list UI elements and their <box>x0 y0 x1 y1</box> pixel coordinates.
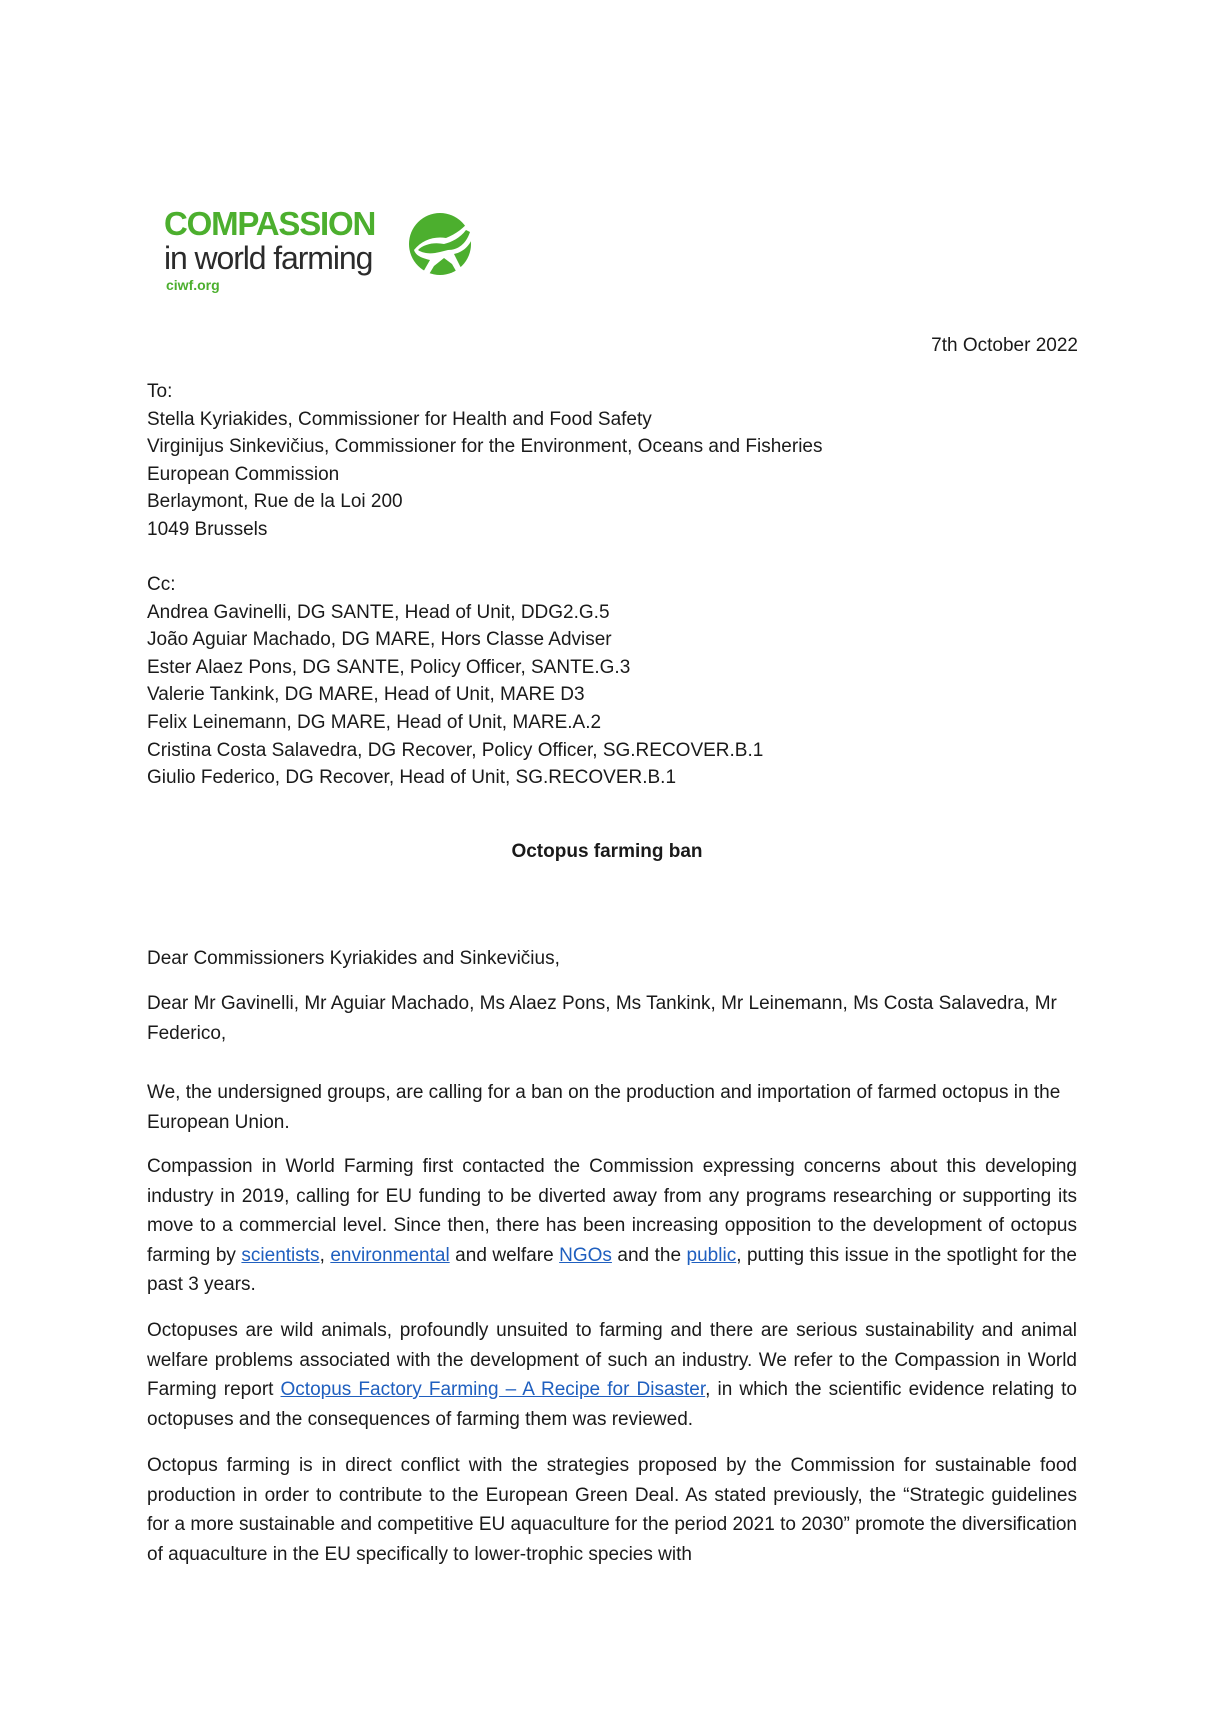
link-environmental[interactable]: environmental <box>330 1244 450 1266</box>
logo-line-compassion: COMPASSION <box>164 205 376 242</box>
logo-line-in-world-farming: in world farming <box>164 240 373 276</box>
cc-line: João Aguiar Machado, DG MARE, Hors Classe Adviser <box>147 629 612 651</box>
letter-subject: Octopus farming ban <box>511 841 703 862</box>
cc-label: Cc: <box>147 574 176 595</box>
link-ngos[interactable]: NGOs <box>559 1244 612 1266</box>
paragraph-text: , <box>319 1244 331 1266</box>
salutation-commissioners: Dear Commissioners Kyriakides and Sinkevičius, <box>147 948 560 969</box>
link-public[interactable]: public <box>686 1244 737 1266</box>
ciwf-logo <box>164 200 494 300</box>
cc-block <box>147 571 763 792</box>
to-line: European Commission <box>147 463 340 485</box>
cc-line: Felix Leinemann, DG MARE, Head of Unit, MARE.A.2 <box>147 711 602 733</box>
link-scientists[interactable]: scientists <box>241 1244 320 1266</box>
paragraph-welfare <box>147 1316 1077 1434</box>
link-report[interactable]: Octopus Factory Farming – A Recipe for Disaster <box>280 1379 706 1400</box>
to-label: To: <box>147 381 173 402</box>
paragraph-text: and welfare <box>449 1244 560 1266</box>
cc-line: Giulio Federico, DG Recover, Head of Unit, SG.RECOVER.B.1 <box>147 767 677 789</box>
logo-url: ciwf.org <box>166 277 220 293</box>
cow-leaping-icon <box>404 204 486 286</box>
to-line: 1049 Brussels <box>147 518 268 540</box>
paragraph-green-deal: Octopus farming is in direct conflict with the strategies proposed by the Commission for sustainable food production in order to contribute to the European Green Deal. As stated previously, the “Strategic guidelines for a more sustainable and competitive EU aquaculture for the period 2021 to 2030” promote the diversification of aquaculture in the EU specifically to lower-trophic species with <box>147 1455 1077 1565</box>
paragraph-background <box>147 1152 1077 1300</box>
cc-line: Cristina Costa Salavedra, DG Recover, Policy Officer, SG.RECOVER.B.1 <box>147 739 764 761</box>
to-line: Virginijus Sinkevičius, Commissioner for the Environment, Oceans and Fisheries <box>147 436 823 458</box>
recipient-block <box>147 378 822 544</box>
letter-date: 7th October 2022 <box>931 335 1078 356</box>
cc-line: Ester Alaez Pons, DG SANTE, Policy Officer, SANTE.G.3 <box>147 656 631 678</box>
paragraph-text: Compassion in World Farming first contacted the Commission expressing concerns about this developing industry in 2019, calling for EU funding to be diverted away from any programs researching or supporting its move to a commercial level. Since then, there has been increasing opposition to the development of octopus farming by <box>147 1156 1077 1266</box>
to-line: Stella Kyriakides, Commissioner for Health and Food Safety <box>147 408 652 430</box>
paragraph-call-for-ban: We, the undersigned groups, are calling for a ban on the production and importation of farmed octopus in the European Union. <box>147 1082 1061 1133</box>
cc-line: Valerie Tankink, DG MARE, Head of Unit, MARE D3 <box>147 684 585 706</box>
to-line: Berlaymont, Rue de la Loi 200 <box>147 491 403 513</box>
paragraph-text: , putting this issue in the spotlight for the past 3 years. <box>147 1244 1077 1295</box>
paragraph-text: , in which the scientific evidence relating to octopuses and the consequences of farming them was reviewed. <box>147 1379 1077 1430</box>
paragraph-text: Octopuses are wild animals, profoundly unsuited to farming and there are serious sustainability and animal welfare problems associated with the development of such an industry. We refer to the Compassion in World Farming report <box>147 1320 1077 1400</box>
salutation-officials: Dear Mr Gavinelli, Mr Aguiar Machado, Ms Alaez Pons, Ms Tankink, Mr Leinemann, Ms Costa Salavedra, Mr Federico, <box>147 993 1057 1044</box>
paragraph-text: and the <box>611 1244 687 1266</box>
cc-line: Andrea Gavinelli, DG SANTE, Head of Unit, DDG2.G.5 <box>147 601 610 623</box>
